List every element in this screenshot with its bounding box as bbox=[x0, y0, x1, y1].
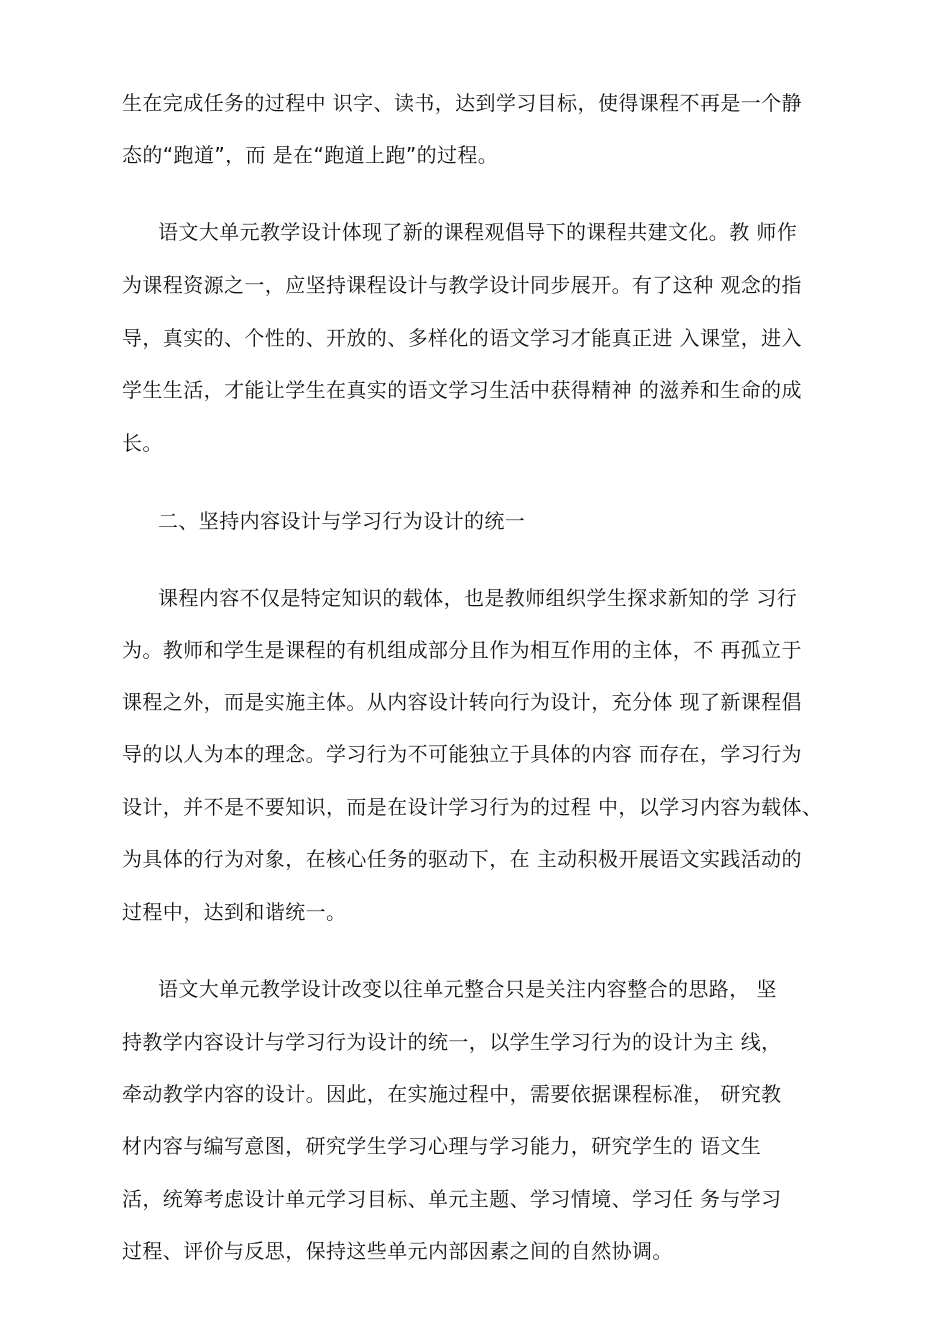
paragraph-3-line-7: 过程中，达到和谐统一。 bbox=[122, 900, 347, 924]
paragraph-2-line-2: 为课程资源之一，应坚持课程设计与教学设计同步展开。有了这种 观念的指 bbox=[122, 273, 802, 297]
paragraph-3-line-4: 导的以人为本的理念。学习行为不可能独立于具体的内容 而存在，学习行为 bbox=[122, 742, 802, 766]
paragraph-4-line-2: 持教学内容设计与学习行为设计的统一，以学生学习行为的设计为主 线， bbox=[122, 1030, 782, 1054]
paragraph-3-line-5: 设计，并不是不要知识，而是在设计学习行为的过程 中，以学习内容为载体、 bbox=[122, 795, 823, 819]
paragraph-3-line-2: 为。教师和学生是课程的有机组成部分且作为相互作用的主体，不 再孤立于 bbox=[122, 638, 802, 662]
paragraph-4-line-4: 材内容与编写意图，研究学生学习心理与学习能力，研究学生的 语文生 bbox=[122, 1134, 762, 1158]
paragraph-1-line-1: 生在完成任务的过程中 识字、读书，达到学习目标，使得课程不再是一个静 bbox=[122, 91, 802, 115]
section-heading: 二、坚持内容设计与学习行为设计的统一 bbox=[158, 509, 526, 533]
paragraph-4-line-1: 语文大单元教学设计改变以往单元整合只是关注内容整合的思路， 坚 bbox=[158, 977, 777, 1001]
paragraph-3-line-6: 为具体的行为对象，在核心任务的驱动下，在 主动积极开展语文实践活动的 bbox=[122, 847, 802, 871]
paragraph-4-line-6: 过程、评价与反思，保持这些单元内部因素之间的自然协调。 bbox=[122, 1239, 673, 1263]
paragraph-2-line-1: 语文大单元教学设计体现了新的课程观倡导下的课程共建文化。教 师作 bbox=[158, 220, 798, 244]
paragraph-2-line-3: 导，真实的、个性的、开放的、多样化的语文学习才能真正进 入课堂，进入 bbox=[122, 326, 802, 350]
paragraph-2-line-4: 学生生活，才能让学生在真实的语文学习生活中获得精神 的滋养和生命的成 bbox=[122, 378, 802, 402]
paragraph-4-line-3: 牵动教学内容的设计。因此，在实施过程中，需要依据课程标准， 研究教 bbox=[122, 1082, 782, 1106]
paragraph-4-line-5: 活，统筹考虑设计单元学习目标、单元主题、学习情境、学习任 务与学习 bbox=[122, 1187, 782, 1211]
paragraph-1-line-2: 态的“跑道”，而 是在“跑道上跑”的过程。 bbox=[122, 143, 499, 167]
paragraph-2-line-5: 长。 bbox=[122, 431, 163, 455]
paragraph-3-line-3: 课程之外，而是实施主体。从内容设计转向行为设计，充分体 现了新课程倡 bbox=[122, 690, 802, 714]
paragraph-3-line-1: 课程内容不仅是特定知识的载体，也是教师组织学生探求新知的学 习行 bbox=[158, 586, 798, 610]
